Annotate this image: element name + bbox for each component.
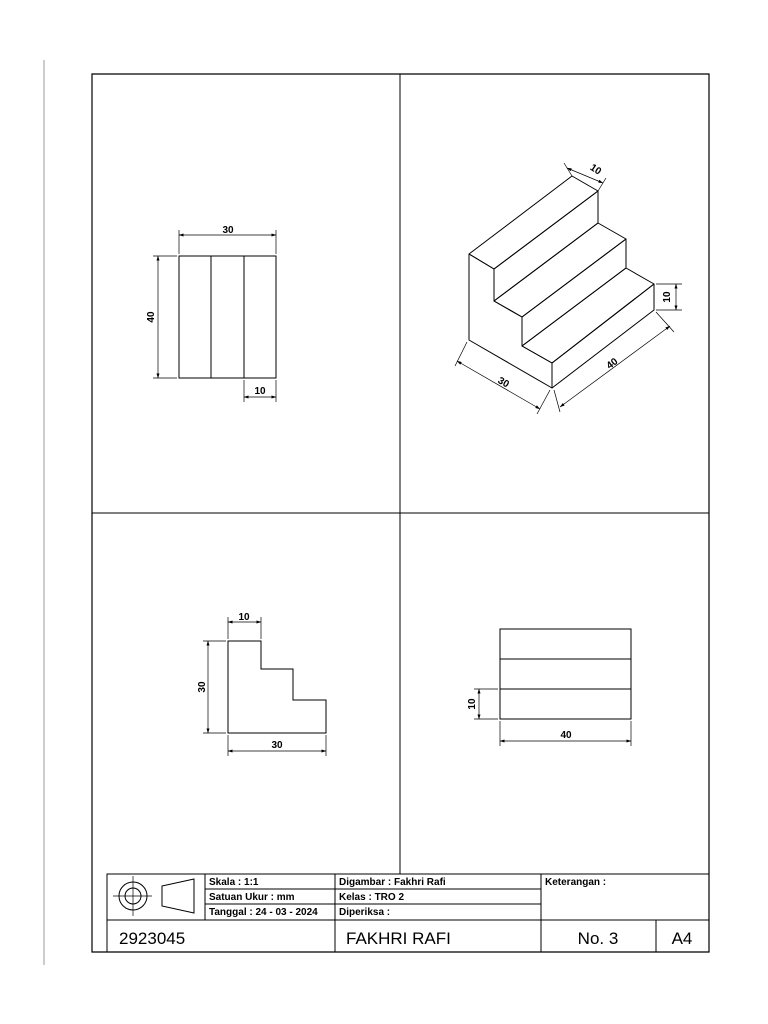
top-step-dim: 10: [467, 698, 478, 710]
drawer-name: FAKHRI RAFI: [346, 929, 451, 948]
side-height-dim: 30: [197, 681, 208, 693]
top-view: [474, 629, 631, 746]
remarks-label: Keterangan :: [545, 877, 607, 888]
front-height-dim: 40: [146, 311, 157, 323]
class-label: Kelas : TRO 2: [339, 892, 405, 903]
iso-length-dim: 40: [604, 356, 621, 372]
paper-size: A4: [671, 929, 693, 948]
side-width-dim: 30: [271, 740, 283, 751]
top-length-dim: 40: [560, 730, 572, 741]
date-label: Tanggal : 24 - 03 - 2024: [209, 907, 318, 918]
front-view: [153, 230, 276, 402]
iso-step-height-dim: 10: [662, 291, 673, 303]
iso-width-dim: 30: [495, 375, 511, 391]
iso-depth-dim: 10: [587, 162, 604, 178]
checked-by-label: Diperiksa :: [339, 907, 391, 918]
unit-label: Satuan Ukur : mm: [209, 892, 295, 903]
side-step-dim: 10: [238, 612, 250, 623]
side-view: [203, 617, 326, 756]
projection-symbol-icon: [113, 876, 194, 916]
student-id: 2923045: [119, 929, 186, 948]
front-width-dim: 30: [222, 225, 234, 236]
sheet-number: No. 3: [577, 929, 619, 948]
isometric-view: [455, 163, 682, 414]
scale-label: Skala : 1:1: [209, 877, 259, 888]
drawn-by-label: Digambar : Fakhri Rafi: [339, 877, 446, 888]
front-step-dim: 10: [254, 386, 266, 397]
